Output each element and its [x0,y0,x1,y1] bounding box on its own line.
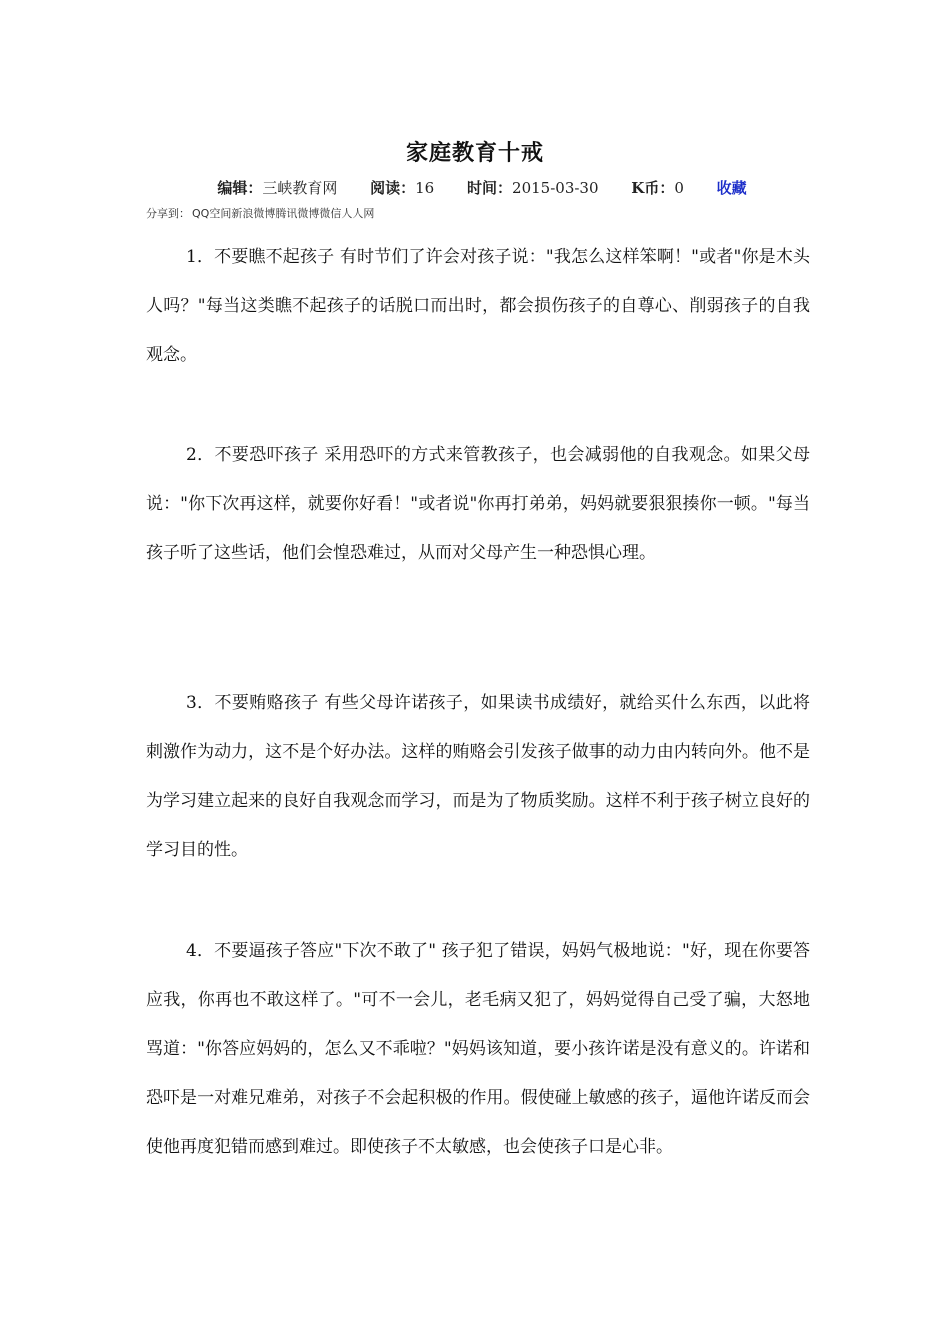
paragraph-1: 1．不要瞧不起孩子 有时节们了许会对孩子说："我怎么这样笨啊！"或者"你是木头人吗？"每当这类瞧不起孩子的话脱口而出时，都会损伤孩子的自尊心、削弱孩子的自我观念。 [146,247,810,365]
editor-label: 编辑： [217,179,263,197]
meta-editor [217,179,337,197]
paragraph-3: 3．不要贿赂孩子 有些父母许诺孩子，如果读书成绩好，就给买什么东西，以此将刺激作为动力，这不是个好办法。这样的贿赂会引发孩子做事的动力由内转向外。他不是为学习建立起来的良好自我观念而学习，而是为了物质奖励。这样不利于孩子树立良好的学习目的性。 [146,693,810,860]
reads-label: 阅读： [370,179,416,197]
article-title: 家庭教育十戒 [405,140,544,166]
paragraph-4: 4．不要逼孩子答应"下次不敢了" 孩子犯了错误，妈妈气极地说："好，现在你要答应我，你再也不敢这样了。"可不一会儿，老毛病又犯了，妈妈觉得自己受了骗，大怒地骂道："你答应妈妈的，怎么又不乖啦？"妈妈该知道，要小孩许诺是没有意义的。许诺和恐吓是一对难兄难弟，对孩子不会起积极的作用。假使碰上敏感的孩子，逼他许诺反而会使他再度犯错而感到难过。即使孩子不太敏感，也会使孩子口是心非。 [146,941,810,1157]
share-renren-link[interactable]: 人人网 [341,207,375,220]
reads-value: 16 [415,179,435,197]
time-label: 时间： [467,179,513,197]
meta-coin [631,179,684,197]
editor-value: 三峡教育网 [262,179,338,197]
share-wechat-link[interactable]: 微信 [319,207,342,220]
coin-label: K币： [631,179,675,197]
favorite-link[interactable]: 收藏 [716,179,747,197]
share-bar [146,205,374,221]
share-label: 分享到： [146,207,190,220]
time-value: 2015-03-30 [512,179,599,197]
share-sina-weibo-link[interactable]: 新浪微博 [231,207,276,220]
coin-value: 0 [674,179,684,197]
meta-reads [370,179,434,197]
article-meta [0,177,950,198]
share-qzone-link[interactable]: QQ空间 [192,207,232,220]
paragraph-2: 2．不要恐吓孩子 采用恐吓的方式来管教孩子，也会减弱他的自我观念。如果父母说："你下次再这样，就要你好看！"或者说"你再打弟弟，妈妈就要狠狠揍你一顿。"每当孩子听了这些话，他们会惶恐难过，从而对父母产生一种恐惧心理。 [146,445,810,563]
share-tencent-weibo-link[interactable]: 腾讯微博 [275,207,320,220]
meta-time [467,179,599,197]
